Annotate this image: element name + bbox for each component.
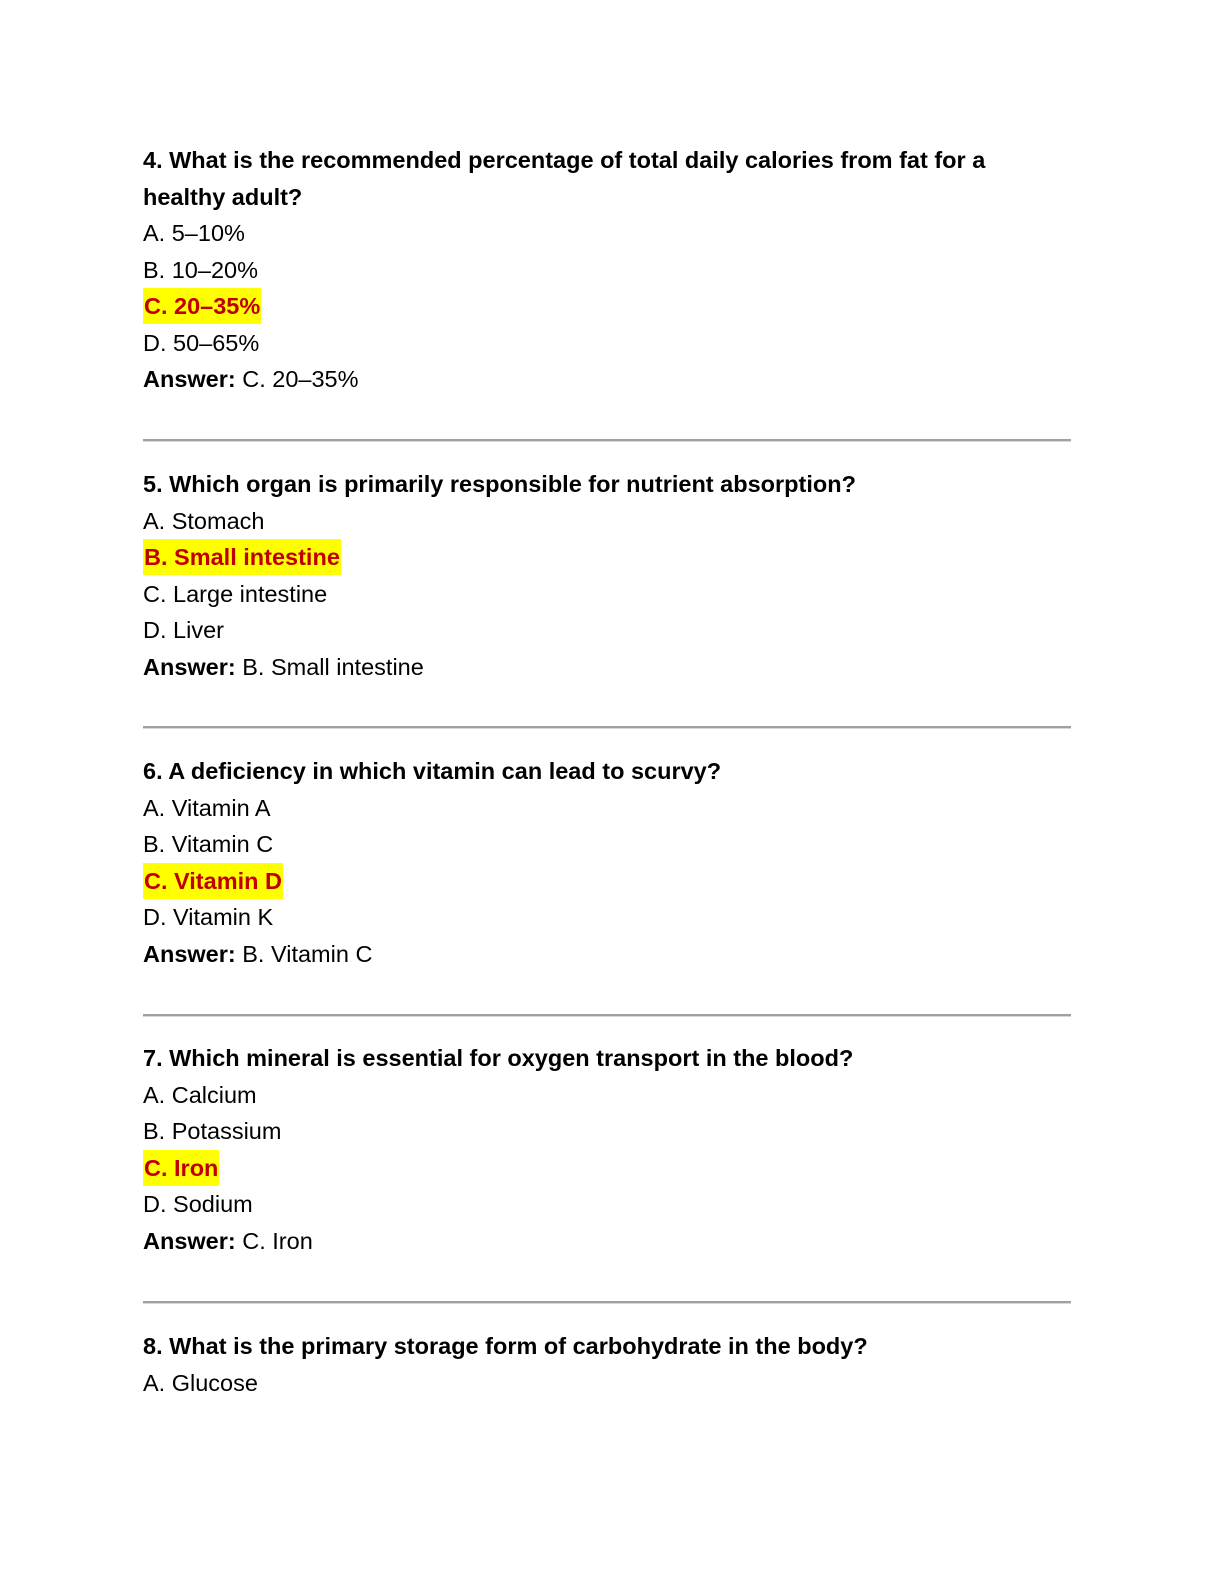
- question-text: 5. Which organ is primarily responsible for nutrient absorption?: [143, 471, 856, 497]
- option-b-highlighted: [143, 539, 856, 576]
- answer-line: [143, 1223, 853, 1260]
- option-d: D. Liver: [143, 617, 224, 643]
- option-a: A. Calcium: [143, 1081, 257, 1108]
- question-8: [143, 1328, 868, 1401]
- answer-label: Answer:: [143, 366, 236, 392]
- divider: [143, 726, 1071, 728]
- question-7: [143, 1040, 853, 1259]
- question-text: 8. What is the primary storage form of carbohydrate in the body?: [143, 1333, 868, 1359]
- highlighted-option: C. Iron: [143, 1150, 219, 1186]
- answer-line: [143, 936, 721, 973]
- answer-label: Answer:: [143, 1227, 236, 1254]
- divider: [143, 439, 1071, 441]
- option-c: C. Large intestine: [143, 580, 328, 607]
- option-b: B. Potassium: [143, 1118, 282, 1144]
- option-c-highlighted: [143, 863, 721, 900]
- question-text: 7. Which mineral is essential for oxygen transport in the blood?: [143, 1045, 854, 1071]
- question-5: [143, 466, 856, 685]
- option-a: A. 5–10%: [143, 220, 245, 246]
- highlighted-option: B. Small intestine: [143, 539, 341, 575]
- answer-value: B. Vitamin C: [235, 940, 373, 967]
- answer-value: B. Small intestine: [235, 653, 424, 680]
- answer-line: [143, 361, 1071, 398]
- option-a: A. Glucose: [143, 1369, 258, 1396]
- answer-label: Answer:: [143, 940, 236, 967]
- option-d: D. Vitamin K: [143, 904, 274, 930]
- highlighted-option: C. Vitamin D: [143, 863, 283, 899]
- answer-value: C. 20–35%: [235, 366, 359, 392]
- answer-line: [143, 649, 856, 686]
- question-text: 4. What is the recommended percentage of total daily calories from fat for a healthy adult?: [143, 147, 986, 210]
- divider: [143, 1014, 1071, 1016]
- option-a: A. Stomach: [143, 507, 265, 534]
- option-a: A. Vitamin A: [143, 794, 271, 821]
- answer-label: Answer:: [143, 653, 236, 680]
- highlighted-option: C. 20–35%: [143, 288, 261, 324]
- question-text: 6. A deficiency in which vitamin can lead to scurvy?: [143, 758, 722, 784]
- question-6: [143, 753, 721, 972]
- option-c-highlighted: [143, 1150, 853, 1187]
- question-4: [143, 142, 1071, 398]
- divider: [143, 1301, 1071, 1303]
- option-d: D. 50–65%: [143, 329, 260, 356]
- option-d: D. Sodium: [143, 1191, 253, 1217]
- option-c-highlighted: [143, 288, 1071, 325]
- option-b: B. 10–20%: [143, 256, 258, 283]
- option-b: B. Vitamin C: [143, 831, 274, 857]
- answer-value: C. Iron: [235, 1227, 313, 1254]
